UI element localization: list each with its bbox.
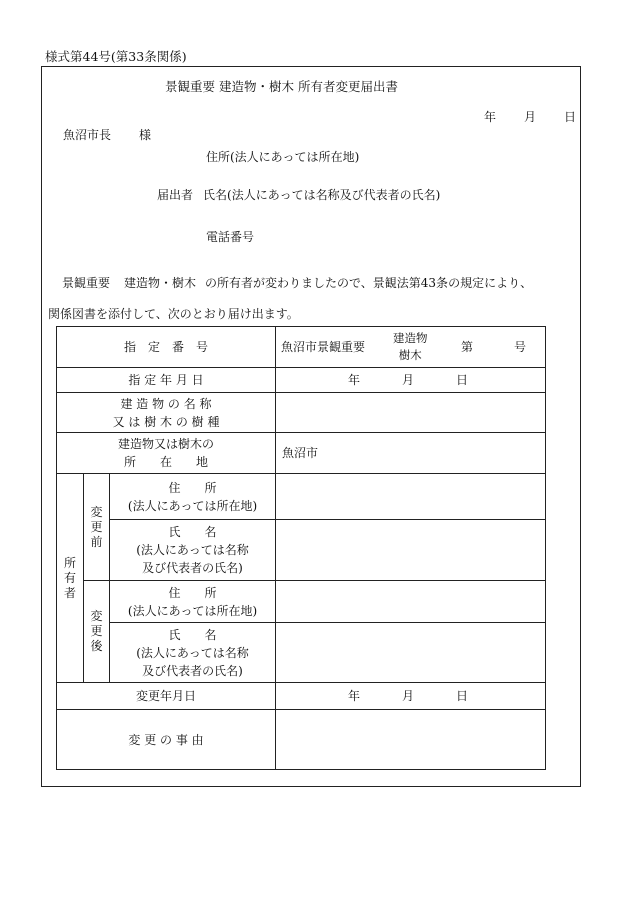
- recipient: [63, 128, 151, 142]
- after-group-label: [84, 581, 110, 683]
- building-name-label: [57, 393, 276, 433]
- change-reason-label: 変 更 の 事 由: [57, 710, 276, 770]
- document-title: 景観重要 建造物・樹木 所有者変更届出書: [165, 79, 398, 94]
- row-after-name: [57, 623, 546, 683]
- after-name-label-3: 及び代表者の氏名): [142, 663, 243, 678]
- after-char-2: 更: [90, 624, 103, 638]
- date-day-char: 日: [564, 110, 577, 124]
- change-date-label: 変更年月日: [57, 683, 276, 710]
- after-name-label: [110, 623, 276, 683]
- after-address-label-1: 住 所: [168, 585, 217, 600]
- before-address-label-2: (法人にあっては所在地): [127, 498, 258, 513]
- date-year-char: 年: [484, 110, 497, 124]
- body-text-1: の所有者が変わりましたので、景観法第43条の規定により、: [205, 276, 533, 290]
- change-date-year: 年: [348, 689, 361, 703]
- building-name-label-1: 建 造 物 の 名 称: [120, 396, 212, 411]
- designation-go: 号: [514, 340, 527, 354]
- before-char-1: 変: [90, 504, 103, 519]
- change-date-month: 月: [402, 689, 415, 703]
- body-keyword-building-tree: 建造物・樹木: [124, 276, 197, 290]
- change-details-table: [56, 326, 546, 770]
- row-change-date: [57, 683, 546, 710]
- row-location: [57, 433, 546, 474]
- before-name-label-1: 氏 名: [168, 525, 217, 539]
- recipient-honorific: 様: [139, 128, 152, 142]
- building-name-label-2: 又 は 樹 木 の 樹 種: [112, 414, 220, 429]
- designation-date-value: [276, 368, 546, 393]
- body-line-2: 関係図書を添付して、次のとおり届け出ます。: [48, 307, 299, 321]
- after-address-label: [110, 581, 276, 623]
- applicant-name-label: 氏名(法人にあっては名称及び代表者の氏名): [203, 188, 441, 202]
- kind-building: 建造物: [393, 331, 428, 345]
- after-address-value: [276, 581, 546, 623]
- change-date-day: 日: [456, 689, 469, 703]
- designation-date-day: 日: [456, 373, 469, 387]
- building-name-value: [276, 393, 546, 433]
- after-name-value: [276, 623, 546, 683]
- location-value: 魚沼市: [276, 433, 546, 474]
- row-designation-date: [57, 368, 546, 393]
- row-name: [57, 393, 546, 433]
- kind-tree: 樹木: [398, 348, 422, 362]
- owner-char-3: 者: [63, 585, 76, 600]
- owner-char-2: 有: [63, 570, 76, 585]
- owner-char-1: 所: [63, 555, 76, 570]
- before-address-label-1: 住 所: [168, 480, 217, 495]
- before-group-label: [84, 474, 110, 581]
- after-name-label-1: 氏 名: [168, 627, 217, 642]
- row-before-name: [57, 520, 546, 581]
- before-name-label-3: 及び代表者の氏名): [142, 561, 243, 575]
- location-label: [57, 433, 276, 474]
- before-char-3: 前: [90, 534, 103, 549]
- before-name-label: [110, 520, 276, 581]
- location-label-2: 所 在 地: [124, 455, 209, 469]
- row-reason: [57, 710, 546, 770]
- applicant-phone-label: 電話番号: [206, 230, 255, 244]
- designation-kind: [393, 330, 428, 364]
- after-char-1: 変: [90, 609, 103, 623]
- row-designation-number: [57, 327, 546, 368]
- applicant-notifier-row: [157, 188, 440, 202]
- designation-number-label: 指 定 番 号: [57, 327, 276, 368]
- body-line-1: [62, 276, 532, 290]
- change-date-value: [276, 683, 546, 710]
- after-address-label-2: (法人にあっては所在地): [127, 603, 258, 618]
- row-after-address: [57, 581, 546, 623]
- before-char-2: 更: [90, 519, 103, 534]
- before-name-label-2: (法人にあっては名称: [136, 543, 249, 557]
- before-address-value: [276, 474, 546, 520]
- applicant-address-label: 住所(法人にあっては所在地): [206, 150, 360, 164]
- designation-date-label: 指 定 年 月 日: [57, 368, 276, 393]
- after-name-label-2: (法人にあっては名称: [136, 645, 249, 660]
- recipient-name: 魚沼市長: [63, 128, 112, 142]
- before-address-label: [110, 474, 276, 520]
- body-keyword-landscape: 景観重要: [62, 276, 111, 290]
- designation-dai: 第: [461, 340, 474, 354]
- row-before-address: [57, 474, 546, 520]
- notifier-label: 届出者: [157, 188, 194, 202]
- form-number-label: 様式第44号(第33条関係): [45, 49, 187, 64]
- owner-group-label: [57, 474, 84, 683]
- designation-date-year: 年: [348, 373, 361, 387]
- designation-number-cell: [276, 327, 546, 368]
- after-char-3: 後: [90, 639, 103, 653]
- location-label-1: 建造物又は樹木の: [118, 437, 215, 451]
- designation-date-month: 月: [402, 373, 415, 387]
- designation-prefix: 魚沼市景観重要: [281, 340, 366, 354]
- before-name-value: [276, 520, 546, 581]
- date-month-char: 月: [524, 110, 537, 124]
- change-reason-value: [276, 710, 546, 770]
